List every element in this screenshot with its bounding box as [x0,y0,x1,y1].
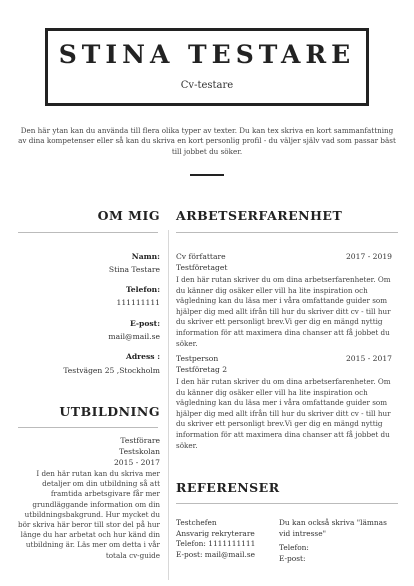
reference-phone: Telefon: [279,543,309,553]
job-description: I den här rutan skriver du om dina arbetserfarenheter. Om du känner dig osäker eller vill ha lite inspiration och vägledning kan du läsa mer i våra omfattande guider som hjälper dig med allt ifrån till hur du skriver ditt cv - till hur du skriver ett personligt brev.Vi ger dig en mängd nyttig information för att maximera dina chanser att få jobbet du söker. [176,377,391,450]
references-heading-rule [176,503,398,504]
education-description: I den här rutan kan du skriva mer detaljer om din utbildning så att framtida arbetsgivare får mer grundläggande information om din utbildningsbakgrund. Hur mycket du bör skriva här beror till stor del på hur länge du har arbetat och hur känd din utbildning är. Läs mer om detta i vår totala cv-guide [17,469,160,560]
job-dates: 2017 - 2019 [345,252,392,261]
name-label: Namn: [131,252,160,261]
phone-value: 111111111 [116,298,160,307]
job-title: Testperson [176,354,219,363]
about-heading-rule [18,232,158,233]
email-label: E-post: [129,319,160,328]
candidate-name: STINA TESTARE [58,40,356,69]
reference-email: E-post: [279,553,306,563]
references-heading: REFERENSER [176,480,280,495]
reference-note: Du kan också skriva "lämnas vid intresse" [279,518,387,538]
job-company: Testföretag 2 [176,365,228,374]
education-heading: UTBILDNING [59,404,160,419]
education-school: Testskolan [119,447,160,456]
job-title: Cv författare [176,252,226,261]
education-heading-rule [18,427,158,428]
profile-summary: Den här ytan kan du använda till flera olika typer av texter. Du kan tex skriva en kort sammanfattning av dina kompetenser eller så kan du skriva en kort personlig profil - du väljer själv vad som passar bäst till jobbet du söker. [18,126,396,156]
education-title: Testförare [120,436,160,445]
reference-role: Ansvarig rekryterare [176,528,255,538]
name-value: Stina Testare [108,265,160,274]
reference-phone: Telefon: 1111111111 [176,539,256,549]
job-company: Testföretaget [176,263,228,272]
job-description: I den här rutan skriver du om dina arbetserfarenheter. Om du känner dig osäker eller vill ha lite inspiration och vägledning kan du läsa mer i våra omfattande guider som hjälper dig med allt ifrån till hur du skriver ditt cv - till hur du skriver ett personligt brev.Vi ger dig en mängd nyttig information för att maximera dina chanser att få jobbet du söker. [176,275,391,348]
reference-email: E-post: mail@mail.se [176,549,256,559]
education-dates: 2015 - 2017 [113,458,160,467]
job-dates: 2015 - 2017 [345,354,392,363]
address-value: Testvägen 25 ,Stockholm [63,366,160,375]
experience-heading: ARBETSERFARENHET [176,208,343,223]
reference-right [279,518,399,564]
reference-name: Testchefen [176,518,217,527]
column-divider [168,230,169,580]
summary-divider [190,174,224,176]
phone-label: Telefon: [126,285,160,294]
about-heading: OM MIG [97,208,160,223]
address-label: Adress : [125,352,160,361]
email-value: mail@mail.se [108,332,160,341]
experience-heading-rule [176,232,398,233]
candidate-subtitle: Cv-testare [180,80,234,91]
reference-left [176,518,276,560]
